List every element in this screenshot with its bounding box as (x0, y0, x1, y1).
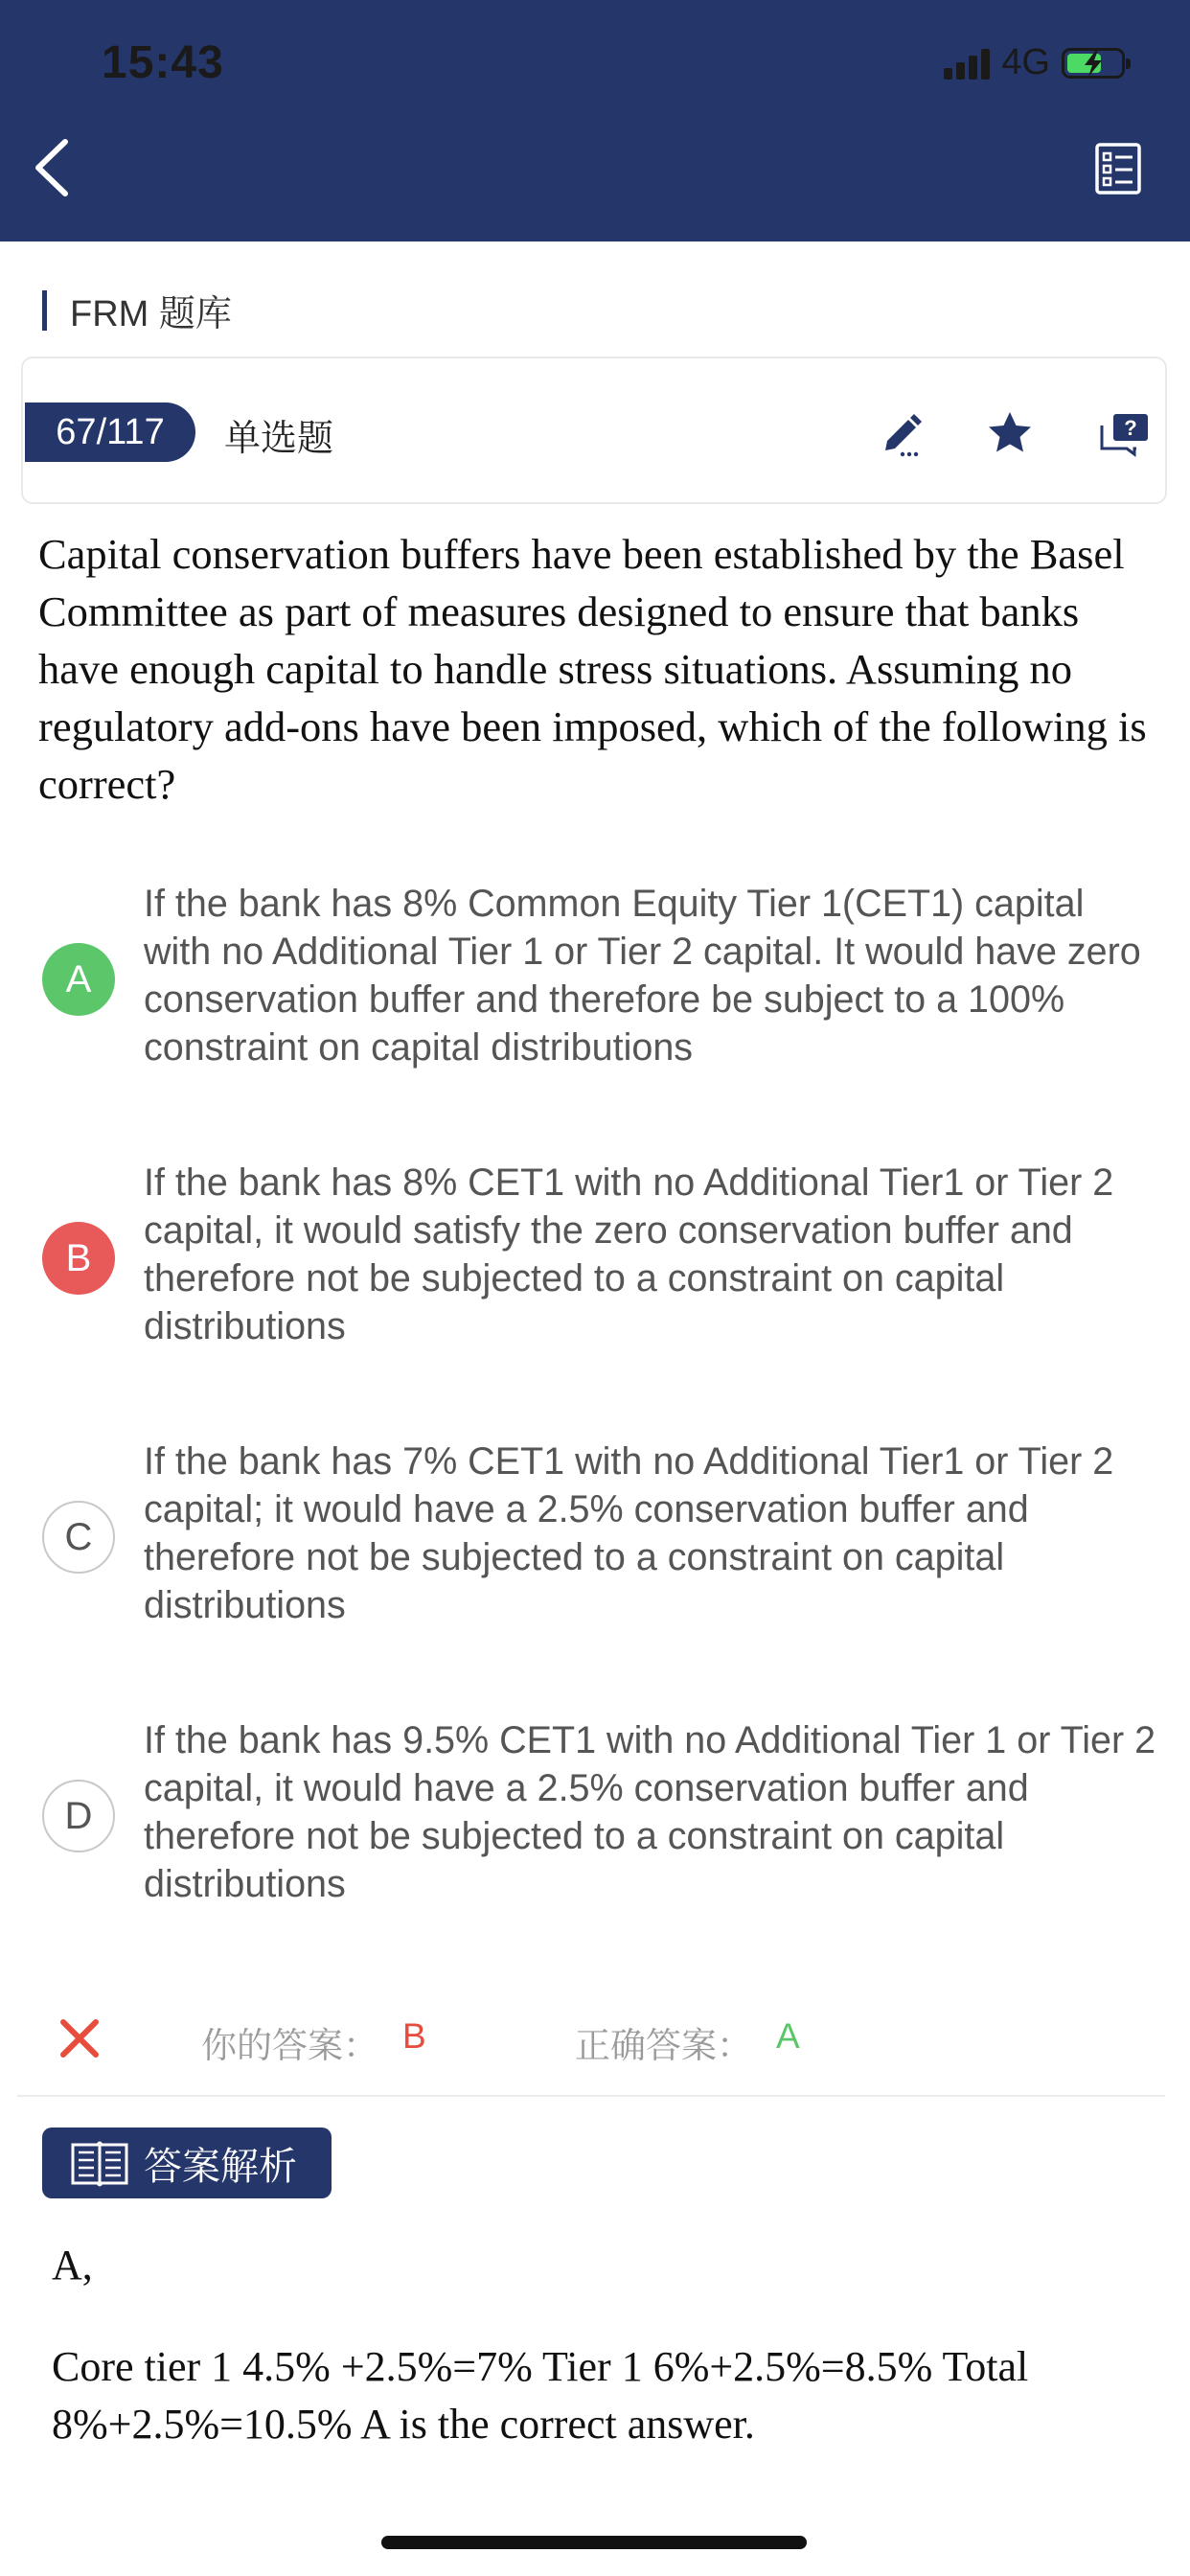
svg-text:?: ? (1124, 416, 1137, 440)
explanation-answer: A, (52, 2242, 93, 2288)
explanation-title: 答案解析 (144, 2145, 297, 2188)
wrong-x-icon (57, 2016, 102, 2060)
option-text: If the bank has 8% Common Equity Tier 1(CET1) capital with no Additional Tier 1 or Tier 2 capital. It would have zero conservation buffer and therefore be subject to a 100% constraint on capital distributions (144, 883, 1141, 1069)
question-header-card (21, 356, 1167, 504)
book-icon (69, 2137, 130, 2189)
back-button[interactable] (25, 134, 92, 201)
network-label: 4G (1001, 42, 1050, 82)
home-indicator[interactable] (381, 2536, 807, 2549)
favorite-button[interactable] (983, 406, 1037, 460)
top-header (0, 0, 1190, 242)
correct-answer-value: A (776, 2016, 800, 2056)
explanation-body: Core tier 1 4.5% +2.5%=7% Tier 1 6%+2.5%=8.5% Total 8%+2.5%=10.5% A is the correct answer. (52, 2343, 1029, 2448)
signal-icon (944, 47, 990, 80)
option-text: If the bank has 9.5% CET1 with no Additional Tier 1 or Tier 2 capital, it would have a 2.5% conservation buffer and therefore not be subjected to a constraint on capital distributions (144, 1719, 1156, 1905)
option-letter-badge: B (42, 1222, 115, 1295)
question-text: Capital conservation buffers have been established by the Basel Committee as part of measures designed to ensure that banks have enough capital to handle stress situations. Assuming no regulatory add-ons have been imposed, which of the following is correct? (38, 530, 1147, 808)
answer-result-row (0, 2009, 1190, 2066)
answer-sheet-icon (1094, 142, 1142, 196)
status-indicators (944, 42, 1125, 83)
edit-note-icon (876, 406, 929, 460)
chevron-left-icon (25, 134, 92, 201)
charging-bolt-icon (1062, 48, 1125, 79)
option-text: If the bank has 7% CET1 with no Additional Tier1 or Tier 2 capital; it would have a 2.5% conservation buffer and therefore not be subjected to a constraint on capital distributions (144, 1440, 1114, 1626)
option-letter-badge: D (42, 1780, 115, 1852)
section-accent-bar (42, 290, 47, 331)
answer-sheet-button[interactable] (1094, 142, 1142, 196)
section-title: FRM 题库 (70, 294, 232, 334)
status-time: 15:43 (102, 37, 224, 88)
battery-icon (1062, 48, 1125, 79)
your-answer-label: 你的答案： (201, 2026, 378, 2065)
feedback-question-icon (1098, 406, 1152, 460)
option-text: If the bank has 8% CET1 with no Additional Tier1 or Tier 2 capital, it would satisfy the zero conservation buffer and therefore not be subjected to a constraint on capital distributions (144, 1162, 1114, 1347)
question-type: 单选题 (224, 419, 334, 459)
explanation-badge (42, 2128, 332, 2198)
correct-answer-label: 正确答案： (575, 2026, 752, 2065)
feedback-button[interactable] (1098, 406, 1152, 460)
divider (17, 2095, 1165, 2097)
section-heading (42, 284, 232, 336)
option-letter-badge: A (42, 943, 115, 1016)
your-answer-value: B (402, 2016, 426, 2056)
edit-note-button[interactable] (876, 406, 929, 460)
option-letter-badge: C (42, 1501, 115, 1574)
favorite-star-icon (983, 406, 1037, 460)
question-counter: 67/117 (25, 402, 195, 462)
